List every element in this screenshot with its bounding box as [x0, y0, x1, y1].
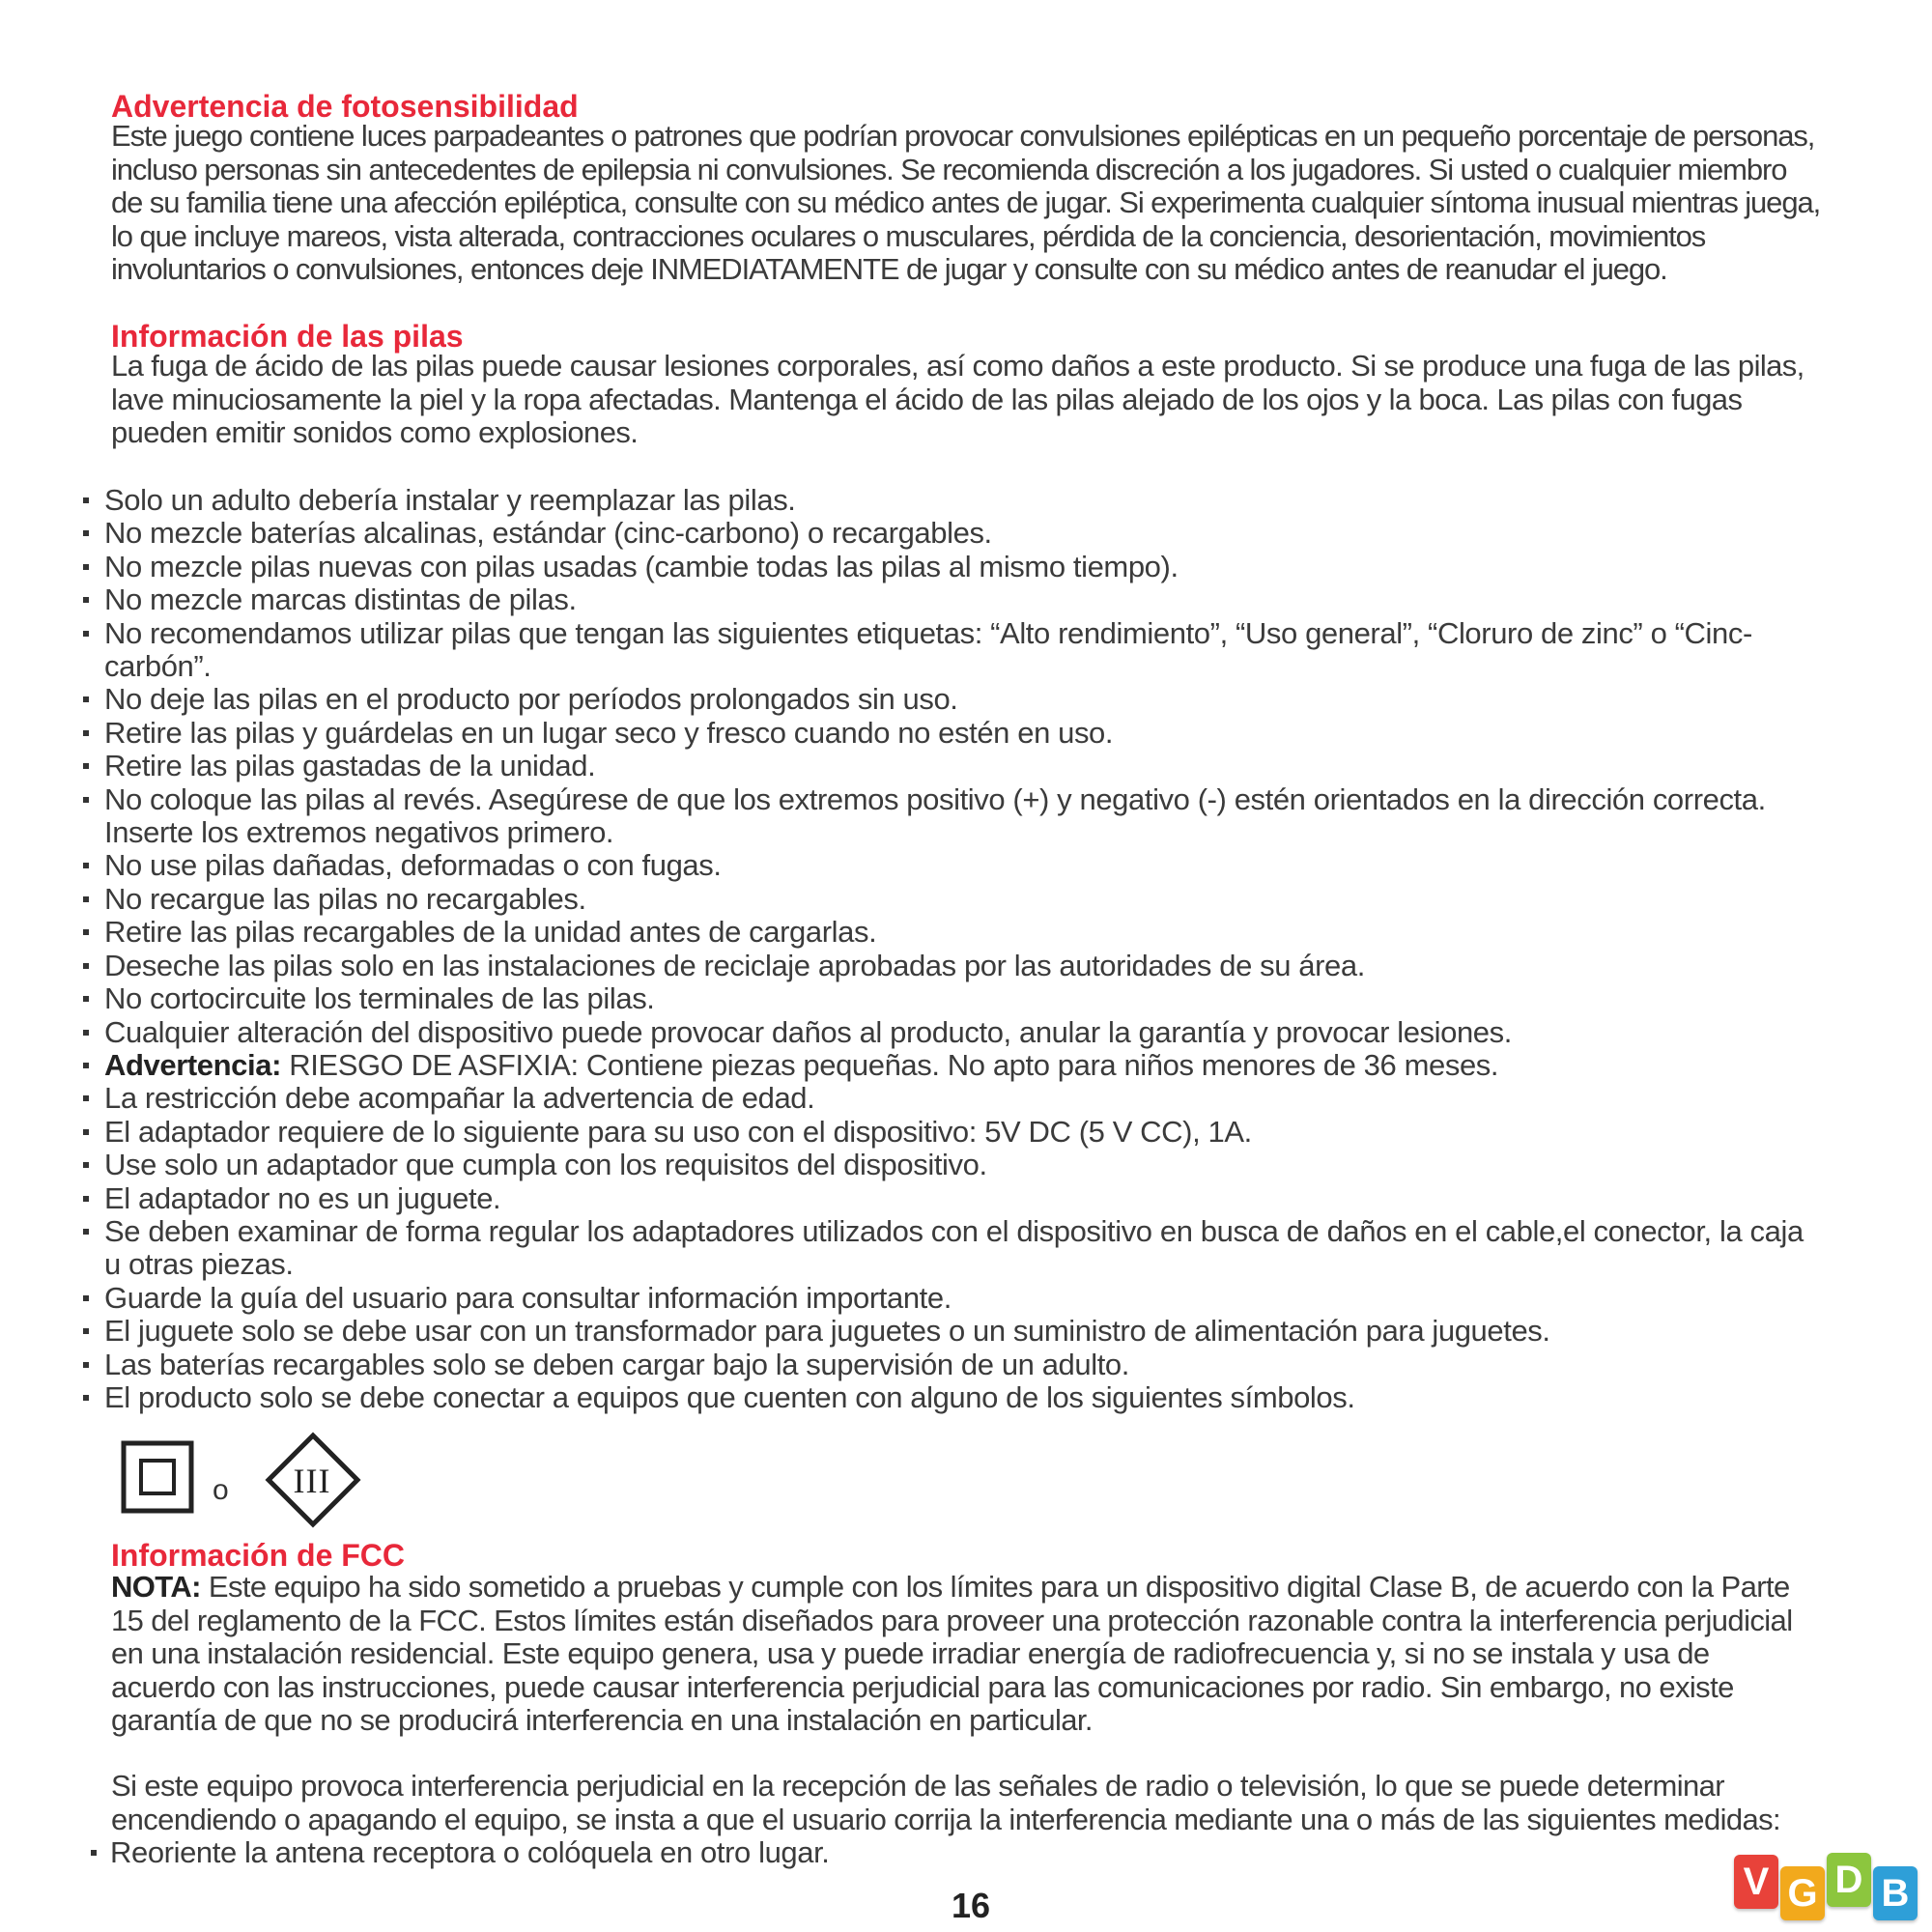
bullet-icon — [83, 929, 89, 935]
bullet-icon — [83, 1328, 89, 1334]
list-item: Guarde la guía del usuario para consultar información importante. — [79, 1282, 1818, 1315]
bullet-icon — [83, 497, 89, 503]
list-item: No coloque las pilas al revés. Asegúrese de que los extremos positivo (+) y negativo (-) estén orientados en la dirección correcta. Inserte los extremos negativos primero. — [79, 783, 1818, 850]
bullet-icon — [83, 896, 89, 902]
list-item: No mezcle baterías alcalinas, estándar (cinc-carbono) o recargables. — [79, 517, 1818, 550]
bullet-icon — [83, 730, 89, 736]
class-iii-label: III — [293, 1462, 331, 1500]
list-item: No mezcle pilas nuevas con pilas usadas (cambie todas las pilas al mismo tiempo). — [79, 551, 1818, 583]
list-item: El juguete solo se debe usar con un transformador para juguetes o un suministro de alimentación para juguetes. — [79, 1315, 1818, 1348]
bullet-icon — [83, 996, 89, 1002]
bullet-icon — [83, 597, 89, 603]
bullet-icon — [83, 1063, 89, 1068]
bullet-icon — [83, 963, 89, 969]
bullet-icon — [83, 1162, 89, 1168]
list-item: El adaptador requiere de lo siguiente para su uso con el dispositivo: 5V DC (5 V CC), 1A. — [79, 1116, 1818, 1149]
bullet-icon — [83, 1030, 89, 1036]
bullet-icon — [83, 1196, 89, 1202]
bullet-icon — [83, 1095, 89, 1101]
list-item: Use solo un adaptador que cumpla con los requisitos del dispositivo. — [79, 1149, 1818, 1181]
choking-warning-item — [79, 1049, 1818, 1082]
bullet-icon — [83, 1229, 89, 1235]
fcc-measures-list — [85, 1836, 830, 1869]
fcc-note-label: NOTA: — [111, 1570, 201, 1604]
bullet-icon — [83, 631, 89, 637]
fcc-heading: Información de FCC — [111, 1538, 406, 1573]
list-item: Reoriente la antena receptora o colóquela en otro lugar. — [85, 1836, 830, 1869]
fcc-interference-text: Si este equipo provoca interferencia perjudicial en la recepción de las señales de radio o televisión, lo que se puede determinar encendiendo o apagando el equipo, se insta a que el usuario corrija la interferencia mediante una o más de las siguientes medidas: — [111, 1769, 1781, 1836]
list-item: Retire las pilas recargables de la unidad antes de cargarlas. — [79, 916, 1818, 949]
list-item: Las baterías recargables solo se deben cargar bajo la supervisión de un adulto. — [79, 1349, 1818, 1381]
list-item: El producto solo se debe conectar a equipos que cuenten con alguno de los siguientes símbolos. — [79, 1381, 1818, 1414]
list-item: No recomendamos utilizar pilas que tengan las siguientes etiquetas: “Alto rendimiento”, “Uso general”, “Cloruro de zinc” o “Cinc-carbón”. — [79, 617, 1818, 684]
fcc-note — [111, 1571, 1821, 1738]
list-item: No deje las pilas en el producto por períodos prolongados sin uso. — [79, 683, 1818, 716]
list-item: Se deben examinar de forma regular los adaptadores utilizados con el dispositivo en busca de daños en el cable,el conector, la caja u otras piezas. — [79, 1215, 1818, 1282]
bullet-icon — [83, 564, 89, 570]
bullet-icon — [83, 1395, 89, 1401]
list-item: El adaptador no es un juguete. — [79, 1182, 1818, 1215]
logo-tile-g: G — [1780, 1866, 1825, 1920]
class-ii-double-square-icon — [120, 1439, 207, 1526]
bullet-icon — [83, 863, 89, 868]
list-item: Retire las pilas gastadas de la unidad. — [79, 750, 1818, 782]
photosensitivity-heading: Advertencia de fotosensibilidad — [111, 89, 579, 124]
bullet-icon — [91, 1850, 97, 1856]
page-number: 16 — [951, 1886, 991, 1925]
list-item: La restricción debe acompañar la advertencia de edad. — [79, 1082, 1818, 1115]
list-item: No mezcle marcas distintas de pilas. — [79, 583, 1818, 616]
battery-safety-list — [79, 484, 1818, 1414]
choking-warning-label: Advertencia: — [104, 1047, 281, 1082]
list-item: Solo un adulto debería instalar y reemplazar las pilas. — [79, 484, 1818, 517]
logo-tile-b: B — [1873, 1866, 1918, 1920]
bullet-icon — [83, 797, 89, 803]
choking-warning-text: RIESGO DE ASFIXIA: Contiene piezas pequeñas. No apto para niños menores de 36 meses. — [281, 1047, 1499, 1082]
bullet-icon — [83, 1295, 89, 1301]
list-item: No cortocircuite los terminales de las pilas. — [79, 982, 1818, 1015]
bullet-icon — [83, 1129, 89, 1135]
list-item: Retire las pilas y guárdelas en un lugar seco y fresco cuando no estén en uso. — [79, 717, 1818, 750]
electrical-class-symbols — [116, 1432, 348, 1538]
bullet-icon — [83, 763, 89, 769]
logo-tile-d: D — [1827, 1853, 1871, 1907]
vgdb-watermark-logo — [1734, 1853, 1927, 1926]
battery-info-heading: Información de las pilas — [111, 319, 464, 354]
list-item: No use pilas dañadas, deformadas o con fugas. — [79, 849, 1818, 882]
battery-info-body: La fuga de ácido de las pilas puede causar lesiones corporales, así como daños a este producto. Si se produce una fuga de las pilas, lave minuciosamente la piel y la ropa afectadas. Mantenga el ácido de las pilas alejado de los ojos y la boca. Las pilas con fugas pueden emitir sonidos como explosiones. — [111, 349, 1804, 449]
symbol-separator: o — [213, 1474, 229, 1506]
bullet-icon — [83, 696, 89, 702]
list-item: Deseche las pilas solo en las instalaciones de reciclaje aprobadas por las autoridades de su área. — [79, 950, 1818, 982]
photosensitivity-body: Este juego contiene luces parpadeantes o patrones que podrían provocar convulsiones epilépticas en un pequeño porcentaje de personas, incluso personas sin antecedentes de epilepsia ni convulsiones. Se recomienda discreción a los jugadores. Si usted o cualquier miembro de su familia tiene una afección epiléptica, consulte con su médico antes de jugar. Si experimenta cualquier síntoma inusual mientras juega, lo que incluye mareos, vista alterada, contracciones oculares o musculares, pérdida de la conciencia, desorientación, movimientos involuntarios o convulsiones, entonces deje INMEDIATAMENTE de jugar y consulte con su médico antes de reanudar el juego. — [111, 119, 1821, 286]
logo-tile-v: V — [1734, 1855, 1778, 1909]
list-item: No recargue las pilas no recargables. — [79, 883, 1818, 916]
list-item: Cualquier alteración del dispositivo puede provocar daños al producto, anular la garantía y provocar lesiones. — [79, 1016, 1818, 1049]
bullet-icon — [83, 530, 89, 536]
bullet-icon — [83, 1362, 89, 1368]
fcc-note-text: Este equipo ha sido sometido a pruebas y cumple con los límites para un dispositivo digital Clase B, de acuerdo con la Parte 15 del reglamento de la FCC. Estos límites están diseñados para proveer una protección razonable contra la interferencia perjudicial en una instalación residencial. Este equipo genera, usa y puede irradiar energía de radiofrecuencia y, si no se instala y usa de acuerdo con las instrucciones, puede causar interferencia perjudicial para las comunicaciones por radio. Sin embargo, no existe garantía de que no se producirá interferencia en una instalación en particular. — [111, 1570, 1793, 1737]
